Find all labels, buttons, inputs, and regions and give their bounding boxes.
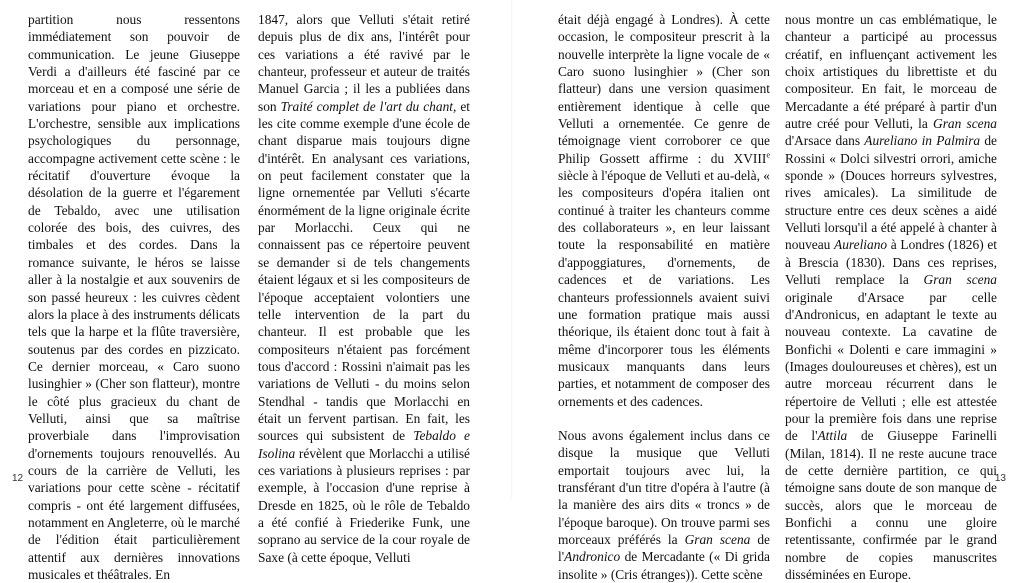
- superscript: e: [766, 150, 770, 160]
- italic-title: Tebaldo e Isolina: [258, 428, 470, 461]
- paragraph: 1847, alors que Velluti s'était retiré depuis plus de dix ans, l'intérêt pour ces variations a été ravivé par le chanteur, professeur et auteur de traités Manuel Garcia ; il les a publiées dans son Traité complet de l'art du chant, et les cite comme exemple d'une école de chant disparue mais toujours digne d'intérêt. En analysant ces variations, on peut facilement constater que la ligne ornementée par Velluti s'écarte énormément de la ligne originale écrite par Morlacchi. Ceux qui ne connaissent pas ce répertoire peuvent se demander si de tels changements étaient légaux et si les compositeurs de l'époque acceptaient volontiers une telle intervention de la part du chanteur. Il est probable que les compositeurs n'étaient pas forcément tous d'accord : Rossini n'aimait pas les variations de Velluti - du moins selon Stendhal - tandis que Morlacchi en était un fervent partisan. En fait, les sources qui subsistent de Tebaldo e Isolina révèlent que Morlacchi a utilisé ces variations à plusieurs reprises : par exemple, à l'occasion d'une reprise à Dresde en 1825, où le rôle de Tebaldo a été confié à Friederike Funk, une soprano au service de la cour royale de Saxe (à cette époque, Velluti: [258, 12, 470, 565]
- text-column-3: [558, 11, 770, 583]
- italic-title: Andronico: [564, 549, 621, 565]
- page-number-left: 12: [12, 473, 24, 484]
- italic-title: Aureliano in Palmira: [864, 133, 981, 149]
- text-column-1: [28, 11, 240, 583]
- italic-title: Gran scena: [933, 116, 998, 132]
- paragraph: nous montre un cas emblématique, le chanteur a participé au processus créatif, en influençant activement les choix artistiques du librettiste et du compositeur. En fait, le morceau de Mercadante a été préparé à partir d'un autre créé pour Velluti, la Gran scena d'Arsace dans Aureliano in Palmira de Rossini « Dolci silvestri orrori, amiche sponde » (Douces horreurs sylvestres, rives amicales). La similitude de structure entre ces deux scènes a aidé Velluti lorsqu'il a été appelé à chanter à nouveau Aureliano à Londres (1826) et à Brescia (1830). Dans ces reprises, Velluti remplace la Gran scena originale d'Arsace par celle d'Andronicus, en adaptant le texte au nouveau contexte. La cavatine de Bonfichi « Dolenti e care immagini » (Images douloureuses et chères), est un autre morceau récurrent dans le répertoire de Velluti ; elle est attestée pour la première fois dans une reprise de l'Attila de Giuseppe Farinelli (Milan, 1814). Il ne reste aucune trace de cette dernière partition, ce qui témoigne sans doute de son manque de succès, alors que le morceau de Bonfichi a connu une gloire retentissante, confirmée par le grand nombre de copies manuscrites disséminées en Europe.: [785, 12, 998, 582]
- italic-title: Traité complet de l'art du chant: [280, 98, 453, 114]
- italic-title: Gran scena: [684, 531, 751, 547]
- italic-title: Aureliano: [834, 237, 888, 253]
- paragraph: Nous avons également inclus dans ce disque la musique que Velluti emportait toujours avec lui, la transférant d'un titre d'opéra à l'autre (à la manière des airs dits « troncs » de l'époque baroque). On trouve parmi ses morceaux préférés la Gran scena de l'Andronico de Mercadante (« Di grida insolite » (Cris étranges)). Cette scène: [558, 427, 770, 582]
- paragraph: était déjà engagé à Londres). À cette occasion, le compositeur prescrit à la nouvelle interprète la ligne vocale de « Caro suono lusinghier » (Cher son flatteur) dans une version quasiment entièrement identique à celle que Velluti a ornementée. Ce genre de témoignage vient corroborer ce que Philip Gossett affirme : du XVIIIe siècle à l'époque de Velluti et au-delà, « les compositeurs d'opéra italien ont continué à traiter les chanteurs comme des collaborateurs », en leur laissant toute la responsabilité en matière d'appoggiatures, d'ornements, de cadences et de variations. Les chanteurs professionnels avaient suivi une formation pratique mais aussi théorique, ils étaient donc tout à fait à même d'incorporer tous les éléments musicaux manquants dans leurs parties, et notamment de composer des ornements et des cadences.: [558, 12, 770, 409]
- page-gutter: [511, 0, 513, 499]
- text-column-2: [258, 11, 470, 566]
- italic-title: Gran scena: [923, 272, 997, 288]
- page-number-right: 13: [994, 473, 1006, 484]
- text-column-4: [785, 11, 997, 583]
- italic-title: Attila: [817, 428, 848, 444]
- paragraph: partition nous ressentons immédiatement son pouvoir de communication. Le jeune Giuseppe Verdi a d'ailleurs été fasciné par ce morceau et en a composé une série de variations pour piano et orchestre. L'orchestre, sensible aux implications psychologiques du personnage, accompagne activement cette scène : le récitatif d'ouverture évoque la désolation de la guerre et l'égarement de Tebaldo, avec une utilisation colorée des bois, des cuivres, des timbales et des cordes. Dans la romance suivante, le héros se laisse aller à la nostalgie et aux souvenirs de son passé heureux : les cuivres cèdent alors la place à des instruments délicats tels que la harpe et la flûte traversière, soutenus par des cordes en pizzicato. Ce dernier morceau, « Caro suono lusinghier » (Cher son flatteur), montre le côté plus gracieux du chant de Velluti, ainsi que sa maîtrise proverbiale dans l'improvisation d'ornements toujours renouvellés. Au cours de la carrière de Velluti, les variations pour cette scène - récitatif compris - ont été largement diffusées, notamment en Angleterre, où le marché de l'édition était particulièrement attentif aux dernières innovations musicales et théâtrales. En: [28, 12, 240, 582]
